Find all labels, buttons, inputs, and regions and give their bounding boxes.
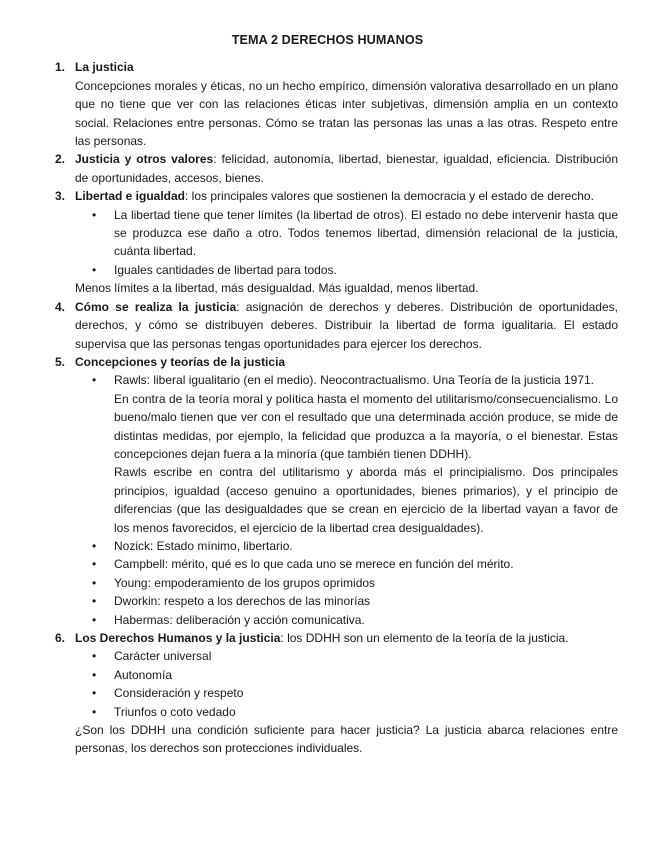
bullet-list	[75, 206, 618, 280]
list-item-rawls	[75, 371, 618, 537]
list-item	[75, 592, 618, 610]
bullet-icon: •	[92, 594, 97, 609]
bullet-icon: •	[92, 538, 97, 553]
list-item	[75, 611, 618, 629]
list-item	[75, 666, 618, 684]
bullet-icon: •	[92, 667, 97, 682]
bullet-text: Dworkin: respeto a los derechos de las minorías	[114, 594, 371, 609]
bullet-text: Triunfos o coto vedado	[114, 704, 236, 719]
list-item	[75, 537, 618, 555]
section-number: 1.	[55, 60, 66, 75]
section-6	[0, 629, 655, 758]
bullet-text: Consideración y respeto	[114, 686, 244, 701]
section-text: : felicidad, autonomía, libertad, bienestar, igualdad, eficiencia. Distribución de oportunidades, accesos, bienes.	[75, 152, 619, 185]
list-item	[75, 574, 618, 592]
bullet-icon: •	[92, 686, 97, 701]
bullet-text: Carácter universal	[114, 649, 212, 664]
document-title: TEMA 2 DERECHOS HUMANOS	[231, 33, 424, 47]
section-number: 3.	[55, 189, 66, 204]
section-note: Menos límites a la libertad, más desigualdad. Más igualdad, menos libertad.	[75, 281, 479, 296]
list-item	[75, 684, 618, 702]
section-4	[0, 298, 655, 353]
list-item	[75, 647, 618, 665]
list-item	[75, 206, 618, 261]
bullet-icon: •	[92, 557, 97, 572]
section-5	[0, 353, 655, 629]
bullet-icon: •	[92, 612, 97, 627]
bullet-list	[75, 371, 618, 629]
section-text: : asignación de derechos y deberes. Distribución de oportunidades, derechos, y cómo se distribuyen deberes. Distribuir la libertad de forma igualitaria. El estado supervisa que las personas tengas oportunidades para ejercer los derechos.	[75, 299, 618, 351]
bullet-icon: •	[92, 207, 97, 222]
section-2	[0, 150, 655, 187]
bullet-text: Iguales cantidades de libertad para todos.	[114, 262, 337, 277]
bullet-text: Young: empoderamiento de los grupos oprimidos	[114, 575, 376, 590]
closing-paragraph: ¿Son los DDHH una condición suficiente para hacer justicia? La justicia abarca relaciones entre personas, los derechos son protecciones individuales.	[75, 723, 618, 756]
bullet-text: Nozick: Estado mínimo, libertario.	[114, 538, 293, 553]
bullet-text: Autonomía	[114, 667, 173, 682]
list-item	[75, 555, 618, 573]
section-heading: Concepciones y teorías de la justicia	[75, 354, 286, 369]
rawls-paragraph: Rawls escribe en contra del utilitarismo y aborda más el principialismo. Dos principales principios, igualdad (acceso genuino a oportunidades, bienes primarios), y el principio de diferencias (que las desigualdades que se crean en ejercicio de la libertad vayan a favor de los menos favorecidos, el ejercicio de la libertad crea desigualdades).	[114, 465, 618, 535]
section-1	[0, 58, 655, 150]
section-heading: Libertad e igualdad	[75, 189, 186, 204]
section-number: 6.	[55, 631, 66, 645]
bullet-list	[75, 647, 618, 721]
bullet-text: Campbell: mérito, qué es lo que cada uno se merece en función del mérito.	[114, 557, 514, 572]
list-item	[75, 261, 618, 279]
section-3	[0, 187, 655, 297]
section-heading: Los Derechos Humanos y la justicia	[75, 631, 281, 645]
section-body: Concepciones morales y éticas, no un hecho empírico, dimensión valorativa desarrollado en un plano que no tiene que ver con las relaciones éticas inter subjetivas, dimensión amplia en un contexto social. Relaciones entre personas. Cómo se tratan las personas las unas a las otras. Respeto entre las personas.	[75, 78, 618, 149]
section-number: 2.	[55, 152, 66, 167]
section-text: : los principales valores que sostienen la democracia y el estado de derecho.	[185, 189, 594, 204]
bullet-icon: •	[92, 575, 97, 590]
bullet-icon: •	[92, 373, 97, 388]
section-number: 5.	[55, 354, 66, 369]
rawls-summary: Rawls: liberal igualitario (en el medio). Neocontractualismo. Una Teoría de la justicia 1971.	[114, 373, 595, 388]
section-heading: La justicia	[75, 60, 134, 75]
rawls-paragraph: En contra de la teoría moral y política hasta el momento del utilitarismo/consecuencialismo. Lo bueno/malo tienen que ver con el resultado que una determinada acción produce, se mide de distintas medidas, por ejemplo, la felicidad que produzca a la mayoría, o el bienestar. Estas concepciones dejan fuera a la minoría (que también tienen DDHH).	[114, 391, 618, 461]
bullet-icon: •	[92, 704, 97, 719]
section-number: 4.	[55, 299, 66, 314]
bullet-text: Habermas: deliberación y acción comunicativa.	[114, 612, 365, 627]
bullet-text: La libertad tiene que tener límites (la libertad de otros). El estado no debe intervenir hasta que se produzca ese daño a otro. Todos tenemos libertad, dimensión relacional de la justicia, cuánta libertad.	[114, 207, 618, 259]
bullet-icon: •	[92, 649, 97, 664]
section-list	[0, 58, 655, 757]
section-heading: Cómo se realiza la justicia	[75, 299, 237, 314]
bullet-icon: •	[92, 262, 97, 277]
list-item	[75, 703, 618, 721]
section-text: : los DDHH son un elemento de la teoría de la justicia.	[280, 631, 569, 645]
section-heading: Justicia y otros valores	[75, 152, 214, 167]
